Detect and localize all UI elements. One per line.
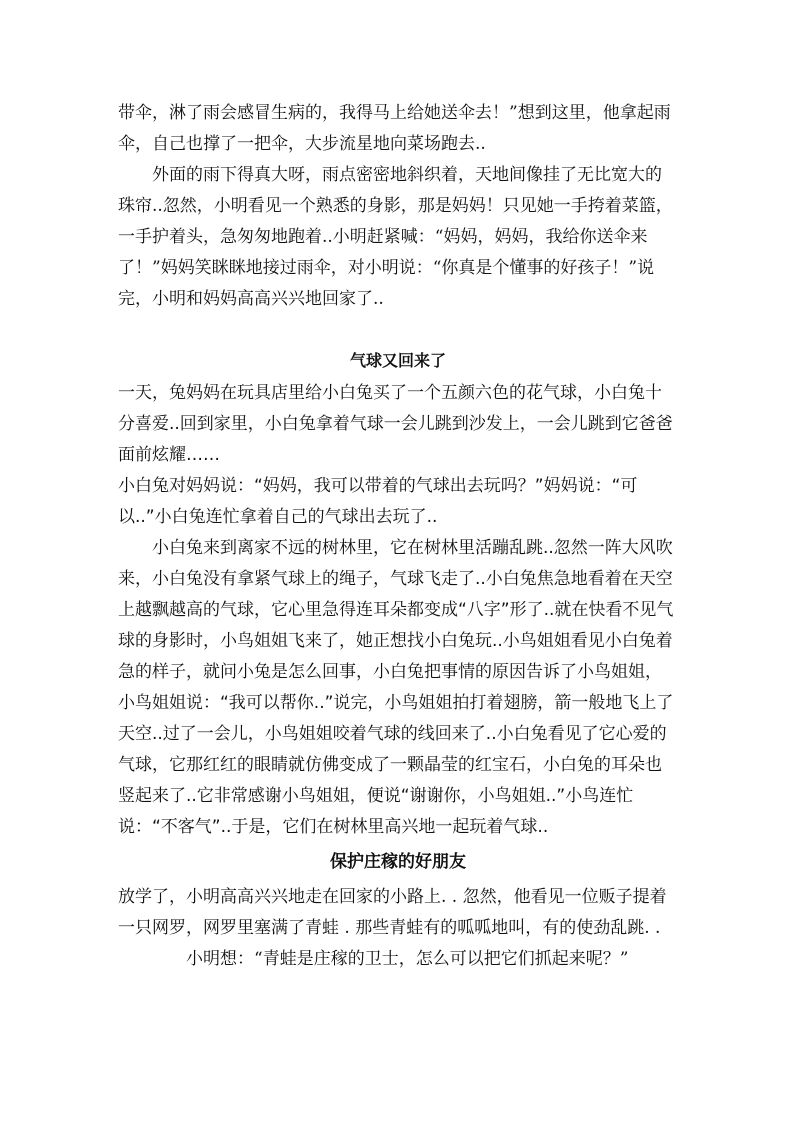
- story-title: 气球又回来了: [349, 351, 446, 370]
- story-balloon: [118, 378, 678, 843]
- paragraph: 放学了，小明高高兴兴地走在回家的小路上. . 忽然，他看见一位贩子提着一只网罗，网罗里塞满了青蛙 . 那些青蛙有的呱呱地叫，有的使劲乱跳. .: [118, 887, 667, 938]
- paragraph: 小白兔对妈妈说：“妈妈，我可以带着的气球出去玩吗？”妈妈说：“可以..”小白兔连忙拿着自己的气球出去玩了..: [118, 476, 638, 527]
- paragraph: 一天，兔妈妈在玩具店里给小白兔买了一个五颜六色的花气球，小白兔十分喜爱..回到家里，小白兔拿着气球一会儿跳到沙发上，一会儿跳到它爸爸面前炫耀……: [118, 383, 673, 465]
- story-title: 保护庄稼的好朋友: [330, 852, 466, 872]
- paragraph: 带伞，淋了雨会感冒生病的，我得马上给她送伞去！”想到这里，他拿起雨伞，自己也撑了一把伞，大步流星地向菜场跑去..: [118, 103, 671, 154]
- paragraph: 小白兔来到离家不远的树林里，它在树林里活蹦乱跳..忽然一阵大风吹来，小白兔没有拿紧气球上的绳子，气球飞走了..小白兔焦急地看着在天空上越飘越高的气球，它心里急得连耳朵都变成“八字”形了..就在快看不见气球的身影时，小鸟姐姐飞来了，她正想找小白兔玩..小鸟姐姐看见小白兔着急的样子，就问小兔是怎么回事，小白兔把事情的原因告诉了小鸟姐姐，小鸟姐姐说：“我可以帮你..”说完，小鸟姐姐拍打着翅膀，箭一般地飞上了天空..过了一会儿，小鸟姐姐咬着气球的线回来了..小白兔看见了它心爱的气球，它那红红的眼睛就仿佛变成了一颗晶莹的红宝石，小白兔的耳朵也竖起来了..它非常感谢小鸟姐姐，便说“谢谢你，小鸟姐姐..”小鸟连忙说：“不客气”..于是，它们在树林里高兴地一起玩着气球..: [118, 538, 674, 837]
- story-frogs: [118, 882, 678, 975]
- paragraph: 外面的雨下得真大呀，雨点密密地斜织着，天地间像挂了无比宽大的珠帘..忽然，小明看见一个熟悉的身影，那是妈妈！只见她一手挎着菜篮，一手护着头，急匆匆地跑着..小明赶紧喊：“妈妈，妈妈，我给你送伞来了！”妈妈笑眯眯地接过雨伞，对小明说：“你真是个懂事的好孩子！”说完，小明和妈妈高高兴兴地回家了..: [118, 165, 673, 309]
- story-rain-umbrella: [118, 98, 678, 315]
- paragraph: 小明想：“青蛙是庄稼的卫士，怎么可以把它们抓起来呢？”: [186, 949, 629, 969]
